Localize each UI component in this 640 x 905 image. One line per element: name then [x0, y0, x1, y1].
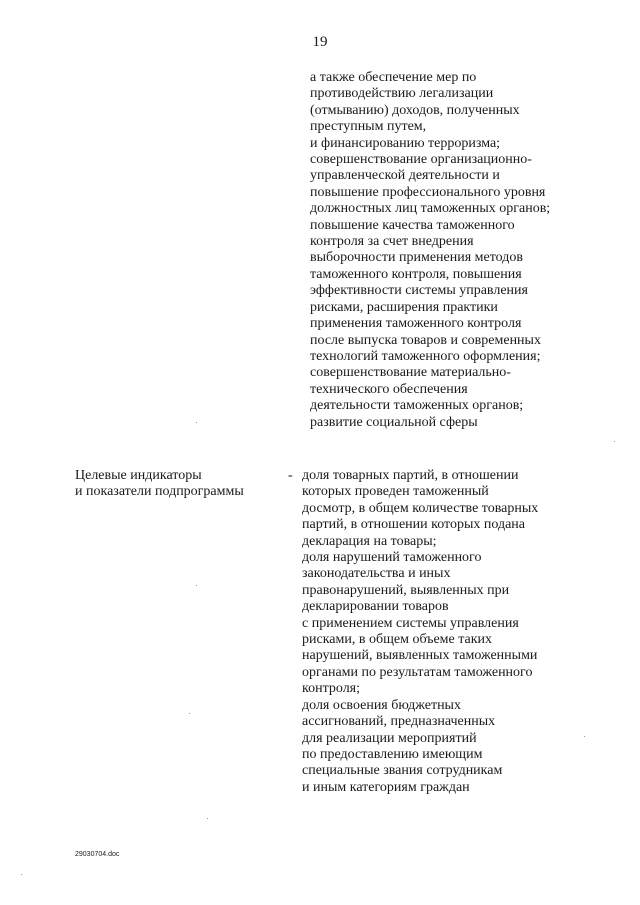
text-line: партий, в отношении которых подана	[302, 517, 526, 533]
label-line: и показатели подпрограммы	[75, 484, 244, 500]
document-footer: 29030704.doc	[75, 851, 120, 858]
page-number: 19	[312, 34, 328, 50]
text-line: и финансированию терроризма;	[310, 135, 501, 151]
label-line: Целевые индикаторы	[75, 468, 202, 483]
text-line: и иным категориям граждан	[302, 779, 470, 795]
text-line: выборочности применения методов	[310, 250, 524, 266]
text-line: доля нарушений таможенного	[302, 550, 482, 566]
scan-speck	[196, 422, 197, 423]
text-line: эффективности системы управления	[310, 283, 528, 299]
text-line: ассигнований, предназначенных	[302, 714, 496, 730]
text-line: повышение профессионального уровня	[310, 184, 546, 200]
text-line: нарушений, выявленных таможенными	[302, 648, 538, 664]
indicators-label	[75, 468, 244, 501]
text-line: таможенного контроля, повышения	[310, 266, 522, 282]
text-line: повышение качества таможенного	[310, 217, 515, 233]
text-line: контроля за счет внедрения	[310, 234, 474, 250]
text-line: преступным путем,	[310, 119, 427, 135]
text-line: законодательства и иных	[302, 566, 451, 582]
text-line: рисками, расширения практики	[310, 299, 498, 315]
text-line: технологий таможенного оформления;	[310, 348, 541, 364]
scan-speck	[614, 441, 615, 442]
indicators-dash: -	[288, 468, 293, 483]
objectives-continuation	[310, 70, 550, 431]
text-line: доля освоения бюджетных	[302, 697, 461, 713]
text-line: технического обеспечения	[310, 381, 468, 397]
scan-speck	[21, 874, 22, 875]
text-line: должностных лиц таможенных органов;	[310, 201, 551, 217]
text-line: декларация на товары;	[302, 533, 437, 549]
text-line: правонарушений, выявленных при	[302, 582, 510, 598]
scan-speck	[207, 818, 208, 819]
text-line: органами по результатам таможенного	[302, 664, 533, 680]
text-line: управленческой деятельности и	[310, 168, 500, 184]
text-line: а также обеспечение мер по	[310, 70, 477, 85]
text-line: (отмыванию) доходов, полученных	[310, 102, 520, 118]
text-line: после выпуска товаров и современных	[310, 332, 541, 348]
text-line: деятельности таможенных органов;	[310, 398, 524, 414]
text-line: рисками, в общем объеме таких	[302, 632, 493, 648]
text-line: которых проведен таможенный	[302, 484, 489, 500]
indicators-text	[302, 468, 538, 796]
text-line: по предоставлению имеющим	[302, 746, 483, 762]
text-line: применения таможенного контроля	[310, 316, 522, 332]
text-line: контроля;	[302, 681, 361, 697]
text-line: совершенствование материально-	[310, 365, 511, 381]
text-line: развитие социальной сферы	[310, 414, 478, 430]
text-line: противодействию легализации	[310, 86, 494, 102]
text-line: декларировании товаров	[302, 599, 449, 615]
text-line: досмотр, в общем количестве товарных	[302, 500, 539, 516]
scan-speck	[189, 713, 190, 714]
text-line: доля товарных партий, в отношении	[302, 468, 519, 483]
scan-speck	[196, 585, 197, 586]
text-line: совершенствование организационно-	[310, 152, 532, 168]
text-line: специальные звания сотрудникам	[302, 763, 503, 779]
text-line: с применением системы управления	[302, 615, 519, 631]
text-line: для реализации мероприятий	[302, 730, 477, 746]
scan-speck	[584, 736, 585, 737]
